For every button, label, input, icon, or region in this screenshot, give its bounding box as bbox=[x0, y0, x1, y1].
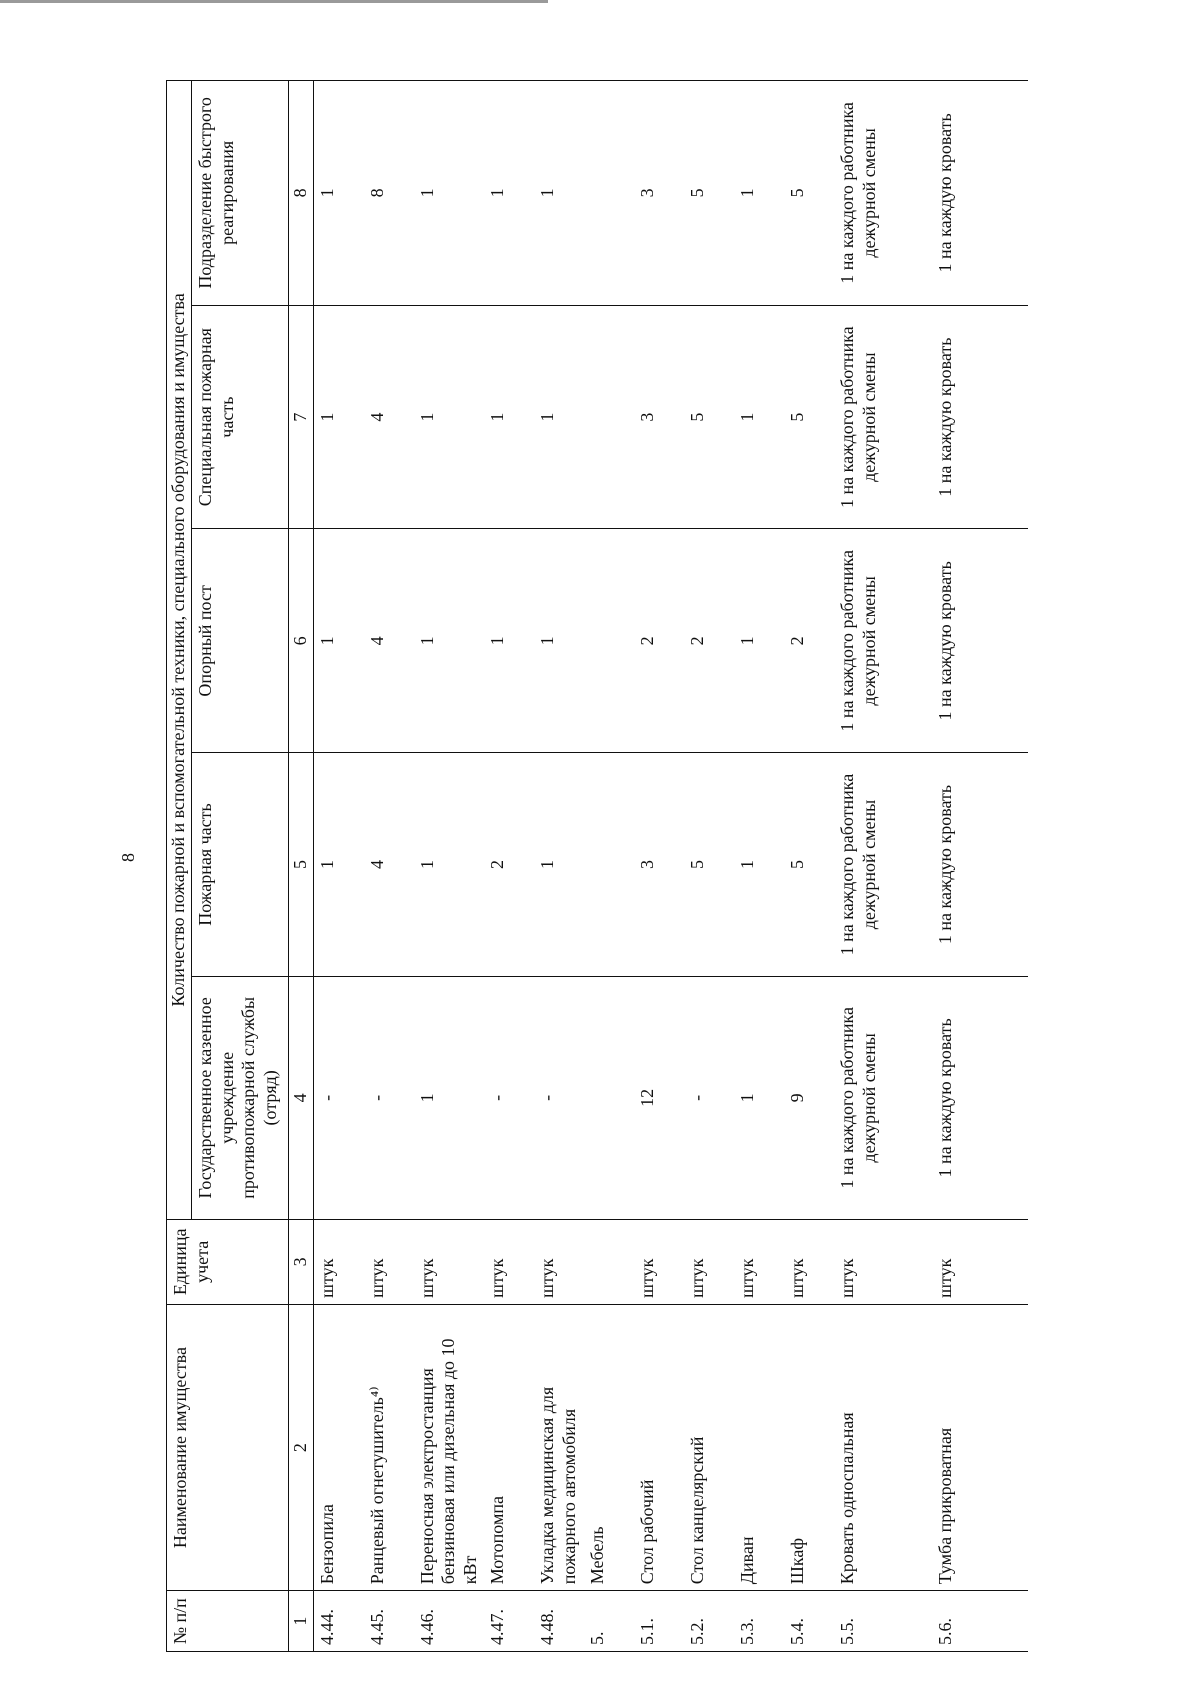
row-unit: штук bbox=[414, 1219, 485, 1304]
table-row bbox=[734, 81, 784, 1652]
table-row bbox=[414, 81, 485, 1652]
cell-pbr: 1 bbox=[313, 81, 364, 306]
table-row bbox=[364, 81, 414, 1652]
cell-pbr: 1 bbox=[484, 81, 534, 306]
table-row bbox=[484, 81, 534, 1652]
column-number: 3 bbox=[289, 1219, 314, 1304]
row-number: 5.6. bbox=[932, 1591, 1028, 1652]
page-number: 8 bbox=[118, 853, 138, 862]
cell-pch bbox=[584, 753, 634, 977]
cell-spch: 5 bbox=[684, 305, 734, 529]
table-row bbox=[313, 81, 364, 1652]
cell-gku: 1 bbox=[414, 976, 485, 1219]
header-num: № п/п bbox=[167, 1591, 289, 1652]
cell-pbr: 1 bbox=[414, 81, 485, 306]
row-name: Шкаф bbox=[784, 1304, 834, 1590]
row-unit: штук bbox=[734, 1219, 784, 1304]
row-name: Диван bbox=[734, 1304, 784, 1590]
scan-top-edge-line bbox=[0, 0, 548, 3]
cell-pbr: 3 bbox=[634, 81, 684, 306]
column-number: 6 bbox=[289, 529, 314, 753]
cell-gku: - bbox=[534, 976, 584, 1219]
cell-spch: 1 bbox=[484, 305, 534, 529]
column-number: 4 bbox=[289, 976, 314, 1219]
cell-op: 1 bbox=[534, 529, 584, 753]
row-name: Стол рабочий bbox=[634, 1304, 684, 1590]
cell-op: 1 bbox=[313, 529, 364, 753]
table-row bbox=[784, 81, 834, 1652]
cell-spch: 1 на каждого работника дежурной смены bbox=[834, 305, 932, 529]
cell-pch: 1 bbox=[313, 753, 364, 977]
cell-pch: 1 bbox=[734, 753, 784, 977]
cell-spch: 3 bbox=[634, 305, 684, 529]
cell-spch: 4 bbox=[364, 305, 414, 529]
column-number: 7 bbox=[289, 305, 314, 529]
cell-pbr: 1 на каждую кровать bbox=[932, 81, 1028, 306]
row-number: 5.3. bbox=[734, 1591, 784, 1652]
row-name: Кровать односпальная bbox=[834, 1304, 932, 1590]
row-name: Мебель bbox=[584, 1304, 634, 1590]
row-number: 5.5. bbox=[834, 1591, 932, 1652]
row-name: Переносная электростанция бензиновая или дизельная до 10 кВт bbox=[414, 1304, 485, 1590]
cell-op: 1 на каждую кровать bbox=[932, 529, 1028, 753]
cell-spch: 1 на каждую кровать bbox=[932, 305, 1028, 529]
row-unit: штук bbox=[634, 1219, 684, 1304]
column-number: 1 bbox=[289, 1591, 314, 1652]
row-number: 5.1. bbox=[634, 1591, 684, 1652]
cell-spch: 1 bbox=[534, 305, 584, 529]
table-row bbox=[584, 81, 634, 1652]
row-number: 4.45. bbox=[364, 1591, 414, 1652]
row-unit: штук bbox=[313, 1219, 364, 1304]
cell-pbr: 1 на каждого работника дежурной смены bbox=[834, 81, 932, 306]
header-gku: Государственное казенное учреждение противопожарной службы (отряд) bbox=[192, 976, 289, 1219]
table-row bbox=[634, 81, 684, 1652]
header-op: Опорный пост bbox=[192, 529, 289, 753]
cell-pbr: 1 bbox=[734, 81, 784, 306]
cell-pch: 1 bbox=[534, 753, 584, 977]
cell-op bbox=[584, 529, 634, 753]
cell-pch: 1 bbox=[414, 753, 485, 977]
cell-pch: 1 на каждую кровать bbox=[932, 753, 1028, 977]
table-row bbox=[534, 81, 584, 1652]
header-pbr: Подразделение быстрого реагирования bbox=[192, 81, 289, 306]
header-spch: Специальная пожарная часть bbox=[192, 305, 289, 529]
cell-spch bbox=[584, 305, 634, 529]
cell-spch: 1 bbox=[313, 305, 364, 529]
cell-op: 1 bbox=[734, 529, 784, 753]
cell-op: 2 bbox=[684, 529, 734, 753]
cell-gku: - bbox=[364, 976, 414, 1219]
row-unit bbox=[584, 1219, 634, 1304]
cell-pbr: 8 bbox=[364, 81, 414, 306]
cell-pbr: 5 bbox=[784, 81, 834, 306]
cell-spch: 1 bbox=[414, 305, 485, 529]
row-number: 4.47. bbox=[484, 1591, 534, 1652]
cell-pch: 3 bbox=[634, 753, 684, 977]
cell-pch: 2 bbox=[484, 753, 534, 977]
cell-gku: - bbox=[313, 976, 364, 1219]
row-name: Укладка медицинская для пожарного автомобиля bbox=[534, 1304, 584, 1590]
row-number: 4.44. bbox=[313, 1591, 364, 1652]
cell-op: 1 bbox=[484, 529, 534, 753]
table-row bbox=[932, 81, 1028, 1652]
header-group-title: Количество пожарной и вспомогательной техники, специального оборудования и имущества bbox=[167, 81, 192, 1220]
row-unit: штук bbox=[784, 1219, 834, 1304]
cell-pch: 5 bbox=[684, 753, 734, 977]
row-name: Стол канцелярский bbox=[684, 1304, 734, 1590]
column-number: 5 bbox=[289, 753, 314, 977]
cell-spch: 1 bbox=[734, 305, 784, 529]
cell-gku bbox=[584, 976, 634, 1219]
row-name: Бензопила bbox=[313, 1304, 364, 1590]
row-number: 4.48. bbox=[534, 1591, 584, 1652]
cell-gku: 1 bbox=[734, 976, 784, 1219]
row-unit: штук bbox=[364, 1219, 414, 1304]
table-row bbox=[834, 81, 932, 1652]
header-pch: Пожарная часть bbox=[192, 753, 289, 977]
cell-pch: 4 bbox=[364, 753, 414, 977]
property-table bbox=[166, 80, 1028, 1652]
cell-gku: - bbox=[684, 976, 734, 1219]
cell-gku: 12 bbox=[634, 976, 684, 1219]
header-name: Наименование имущества bbox=[167, 1304, 289, 1590]
cell-pch: 5 bbox=[784, 753, 834, 977]
header-unit: Единица учета bbox=[167, 1219, 289, 1304]
row-number: 5. bbox=[584, 1591, 634, 1652]
cell-gku: 1 на каждого работника дежурной смены bbox=[834, 976, 932, 1219]
row-number: 5.4. bbox=[784, 1591, 834, 1652]
row-name: Ранцевый огнетушитель⁴⁾ bbox=[364, 1304, 414, 1590]
cell-op: 1 bbox=[414, 529, 485, 753]
cell-pbr: 5 bbox=[684, 81, 734, 306]
row-name: Тумба прикроватная bbox=[932, 1304, 1028, 1590]
cell-spch: 5 bbox=[784, 305, 834, 529]
cell-pbr bbox=[584, 81, 634, 306]
cell-op: 4 bbox=[364, 529, 414, 753]
cell-gku: 1 на каждую кровать bbox=[932, 976, 1028, 1219]
rotated-table-sheet bbox=[166, 80, 1030, 1652]
column-number: 8 bbox=[289, 81, 314, 306]
column-number: 2 bbox=[289, 1304, 314, 1590]
row-unit: штук bbox=[932, 1219, 1028, 1304]
row-number: 4.46. bbox=[414, 1591, 485, 1652]
cell-pbr: 1 bbox=[534, 81, 584, 306]
cell-op: 2 bbox=[634, 529, 684, 753]
cell-op: 2 bbox=[784, 529, 834, 753]
column-number-row bbox=[289, 81, 314, 1652]
row-name: Мотопомпа bbox=[484, 1304, 534, 1590]
row-unit: штук bbox=[534, 1219, 584, 1304]
row-unit: штук bbox=[484, 1219, 534, 1304]
cell-pch: 1 на каждого работника дежурной смены bbox=[834, 753, 932, 977]
cell-op: 1 на каждого работника дежурной смены bbox=[834, 529, 932, 753]
cell-gku: - bbox=[484, 976, 534, 1219]
row-unit: штук bbox=[684, 1219, 734, 1304]
row-number: 5.2. bbox=[684, 1591, 734, 1652]
cell-gku: 9 bbox=[784, 976, 834, 1219]
table-row bbox=[684, 81, 734, 1652]
row-unit: штук bbox=[834, 1219, 932, 1304]
